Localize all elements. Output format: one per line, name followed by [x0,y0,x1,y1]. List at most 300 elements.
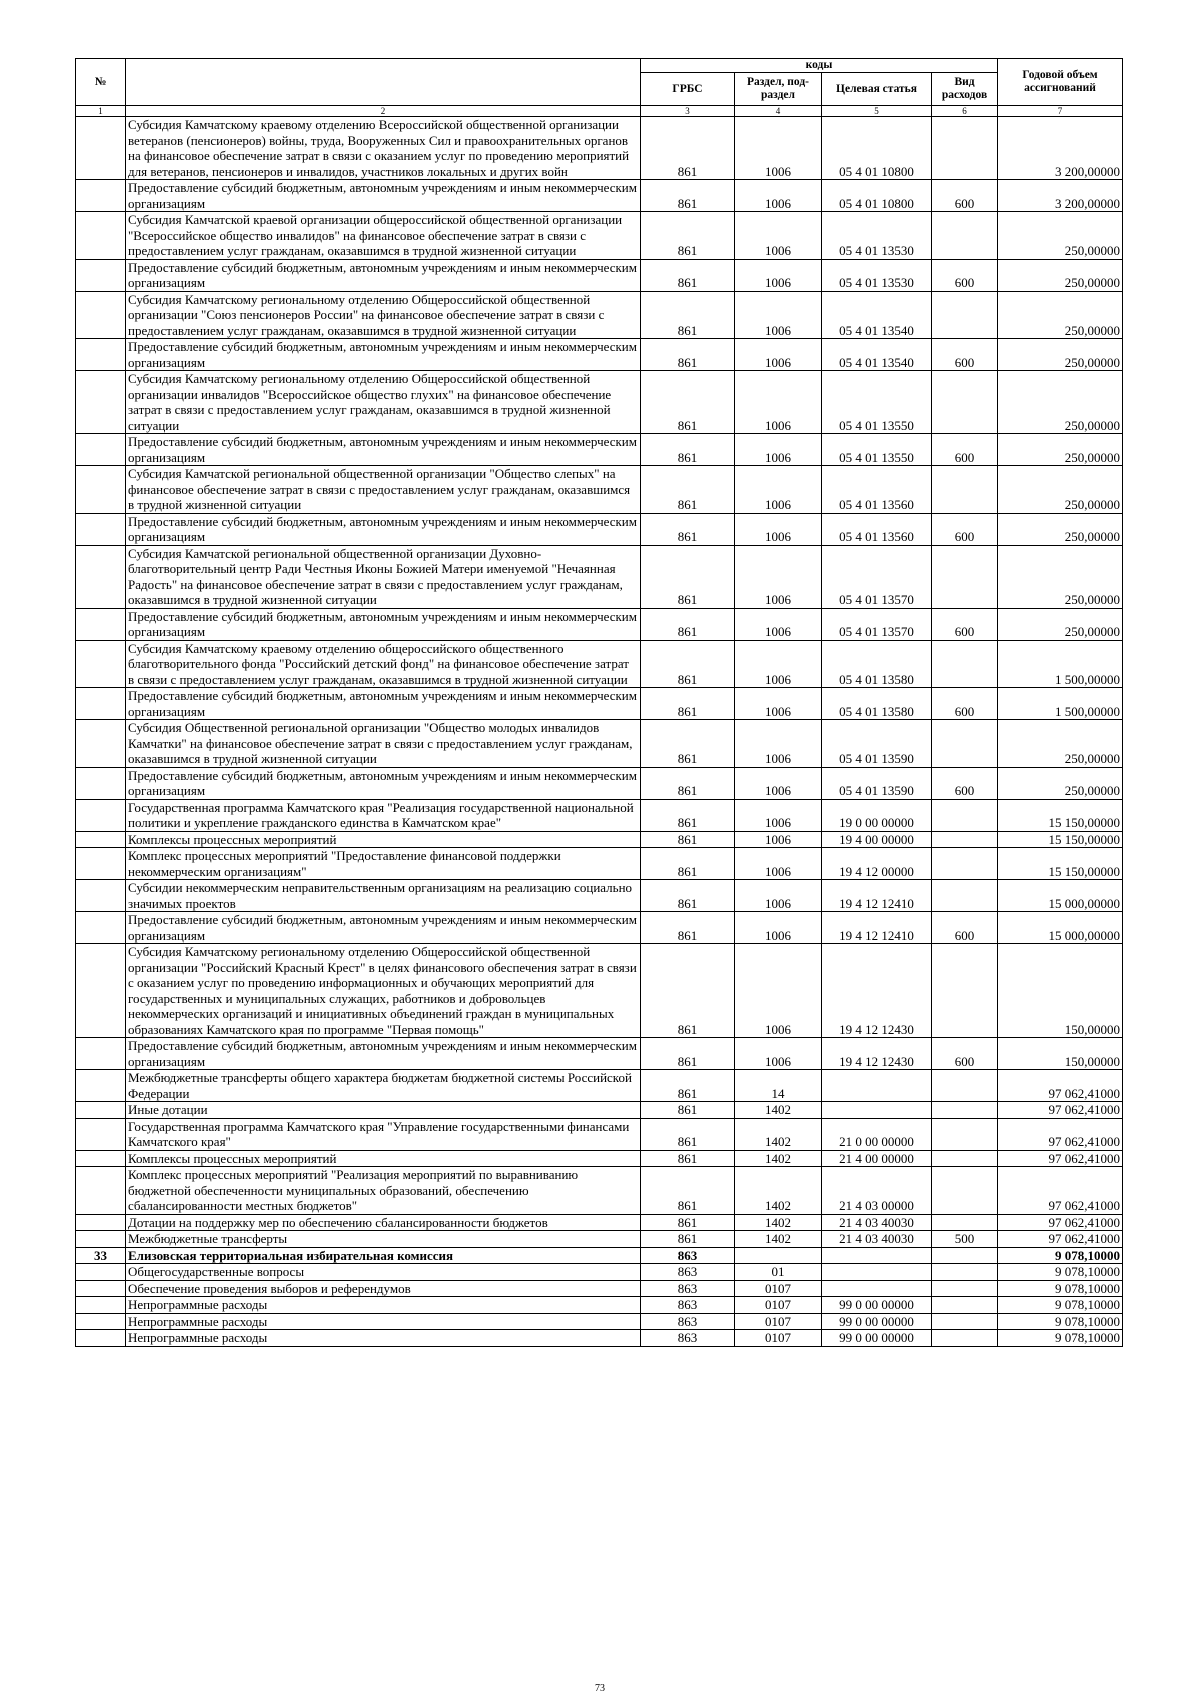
row-number-cell [76,944,126,1038]
row-number-cell [76,339,126,371]
row-target-cell: 05 4 01 13560 [822,513,932,545]
row-name-cell: Предоставление субсидий бюджетным, автономным учреждениям и иным некоммерческим организациям [126,180,641,212]
column-index: 2 [126,106,641,117]
row-target-cell: 99 0 00 00000 [822,1330,932,1347]
row-amount-cell: 250,00000 [998,513,1123,545]
row-grbs-cell: 861 [641,944,735,1038]
row-number-cell [76,1231,126,1248]
row-target-cell: 05 4 01 13550 [822,434,932,466]
row-name-cell: Предоставление субсидий бюджетным, автономным учреждениям и иным некоммерческим организациям [126,434,641,466]
row-section-cell: 1006 [735,880,822,912]
row-kind-cell [932,1247,998,1264]
row-grbs-cell: 861 [641,720,735,768]
row-section-cell: 1006 [735,339,822,371]
row-target-cell: 05 4 01 13560 [822,466,932,514]
row-grbs-cell: 861 [641,799,735,831]
table-row [76,1313,1123,1330]
table-row [76,212,1123,260]
row-amount-cell: 250,00000 [998,371,1123,434]
row-name-cell: Межбюджетные трансферты [126,1231,641,1248]
table-row [76,434,1123,466]
table-row [76,1231,1123,1248]
column-index: 4 [735,106,822,117]
row-section-cell: 01 [735,1264,822,1281]
row-amount-cell: 15 150,00000 [998,831,1123,848]
table-row [76,640,1123,688]
row-target-cell: 05 4 01 13540 [822,291,932,339]
table-body [76,117,1123,1347]
row-grbs-cell: 863 [641,1330,735,1347]
row-name-cell: Государственная программа Камчатского края "Управление государственными финансами Камчатского края" [126,1118,641,1150]
table-row [76,1247,1123,1264]
row-target-cell: 21 4 03 40030 [822,1231,932,1248]
row-amount-cell: 15 000,00000 [998,912,1123,944]
table-row [76,1038,1123,1070]
row-target-cell: 19 4 12 12410 [822,880,932,912]
header-grbs: ГРБС [641,73,735,106]
row-section-cell: 0107 [735,1280,822,1297]
row-grbs-cell: 861 [641,259,735,291]
row-section-cell: 14 [735,1070,822,1102]
row-number-cell [76,767,126,799]
row-grbs-cell: 861 [641,339,735,371]
row-number-cell [76,1070,126,1102]
table-row [76,1118,1123,1150]
row-target-cell: 19 4 12 12430 [822,944,932,1038]
row-amount-cell: 15 150,00000 [998,799,1123,831]
row-section-cell: 1402 [735,1118,822,1150]
row-number-cell [76,799,126,831]
row-name-cell: Предоставление субсидий бюджетным, автономным учреждениям и иным некоммерческим организациям [126,513,641,545]
row-target-cell: 05 4 01 13570 [822,608,932,640]
row-amount-cell: 150,00000 [998,1038,1123,1070]
table-row [76,339,1123,371]
row-section-cell: 1402 [735,1231,822,1248]
row-section-cell: 1006 [735,767,822,799]
row-amount-cell: 9 078,10000 [998,1280,1123,1297]
row-number-cell [76,1280,126,1297]
row-kind-cell: 600 [932,513,998,545]
row-number-cell [76,513,126,545]
row-target-cell: 99 0 00 00000 [822,1297,932,1314]
row-grbs-cell: 861 [641,1214,735,1231]
row-kind-cell: 600 [932,434,998,466]
table-row [76,1280,1123,1297]
row-number-cell [76,371,126,434]
table-row [76,848,1123,880]
row-name-cell: Предоставление субсидий бюджетным, автономным учреждениям и иным некоммерческим организациям [126,912,641,944]
row-target-cell [822,1102,932,1119]
row-number-cell [76,1264,126,1281]
column-index: 1 [76,106,126,117]
row-name-cell: Государственная программа Камчатского края "Реализация государственной национальной политики и укрепление гражданского единства в Камчатском крае" [126,799,641,831]
row-section-cell: 1006 [735,640,822,688]
row-target-cell: 05 4 01 13550 [822,371,932,434]
table-row [76,1330,1123,1347]
row-name-cell: Предоставление субсидий бюджетным, автономным учреждениям и иным некоммерческим организациям [126,767,641,799]
row-grbs-cell: 861 [641,688,735,720]
row-grbs-cell: 863 [641,1264,735,1281]
row-kind-cell [932,1214,998,1231]
row-target-cell: 21 0 00 00000 [822,1118,932,1150]
row-amount-cell: 97 062,41000 [998,1167,1123,1215]
row-name-cell: Непрограммные расходы [126,1330,641,1347]
row-section-cell: 1006 [735,848,822,880]
row-target-cell [822,1280,932,1297]
row-name-cell: Комплекс процессных мероприятий "Реализация мероприятий по выравниванию бюджетной обеспеченности муниципальных образований, обеспечению сбалансированности местных бюджетов" [126,1167,641,1215]
row-kind-cell [932,1264,998,1281]
row-amount-cell: 97 062,41000 [998,1102,1123,1119]
row-kind-cell [932,640,998,688]
row-number-cell [76,117,126,180]
row-amount-cell: 97 062,41000 [998,1118,1123,1150]
row-amount-cell: 250,00000 [998,339,1123,371]
row-target-cell: 21 4 03 40030 [822,1214,932,1231]
row-section-cell: 1402 [735,1102,822,1119]
row-target-cell [822,1247,932,1264]
row-amount-cell: 250,00000 [998,720,1123,768]
row-grbs-cell: 861 [641,640,735,688]
row-kind-cell: 600 [932,1038,998,1070]
row-section-cell: 1006 [735,180,822,212]
row-grbs-cell: 861 [641,434,735,466]
row-name-cell: Дотации на поддержку мер по обеспечению сбалансированности бюджетов [126,1214,641,1231]
row-amount-cell: 97 062,41000 [998,1214,1123,1231]
row-section-cell: 1006 [735,117,822,180]
row-grbs-cell: 861 [641,371,735,434]
column-index: 5 [822,106,932,117]
row-number-cell [76,180,126,212]
row-section-cell: 1006 [735,608,822,640]
row-grbs-cell: 861 [641,1102,735,1119]
row-name-cell: Обеспечение проведения выборов и референдумов [126,1280,641,1297]
row-section-cell: 1006 [735,259,822,291]
row-grbs-cell: 861 [641,1231,735,1248]
row-number-cell [76,831,126,848]
row-grbs-cell: 861 [641,1070,735,1102]
row-target-cell: 21 4 03 00000 [822,1167,932,1215]
row-name-cell: Субсидия Камчатской региональной общественной организации "Общество слепых" на финансовое обеспечение затрат в связи с предоставлением услуг гражданам, оказавшимся в трудной жизненной ситуации [126,466,641,514]
row-kind-cell [932,466,998,514]
row-amount-cell: 9 078,10000 [998,1313,1123,1330]
row-grbs-cell: 861 [641,117,735,180]
row-kind-cell [932,1167,998,1215]
row-amount-cell: 97 062,41000 [998,1150,1123,1167]
row-section-cell: 1006 [735,513,822,545]
row-kind-cell [932,720,998,768]
row-grbs-cell: 863 [641,1313,735,1330]
row-target-cell: 05 4 01 13590 [822,767,932,799]
header-codes: коды [641,59,998,73]
table-row [76,1070,1123,1102]
row-number-cell [76,1297,126,1314]
row-kind-cell [932,848,998,880]
row-kind-cell [932,1313,998,1330]
row-grbs-cell: 861 [641,545,735,608]
row-kind-cell [932,799,998,831]
row-name-cell: Елизовская территориальная избирательная комиссия [126,1247,641,1264]
row-amount-cell: 250,00000 [998,466,1123,514]
row-grbs-cell: 861 [641,180,735,212]
row-amount-cell: 97 062,41000 [998,1070,1123,1102]
row-name-cell: Комплекс процессных мероприятий "Предоставление финансовой поддержки некоммерческим организациям" [126,848,641,880]
row-amount-cell: 9 078,10000 [998,1297,1123,1314]
table-row [76,291,1123,339]
row-section-cell [735,1247,822,1264]
row-grbs-cell: 861 [641,1038,735,1070]
row-number-cell [76,688,126,720]
row-name-cell: Предоставление субсидий бюджетным, автономным учреждениям и иным некоммерческим организациям [126,339,641,371]
row-section-cell: 1006 [735,944,822,1038]
row-section-cell: 1006 [735,371,822,434]
table-row [76,1297,1123,1314]
row-kind-cell [932,1150,998,1167]
row-target-cell: 05 4 01 13580 [822,688,932,720]
row-number-cell [76,545,126,608]
row-kind-cell: 600 [932,767,998,799]
row-name-cell: Общегосударственные вопросы [126,1264,641,1281]
table-row [76,1167,1123,1215]
row-name-cell: Субсидия Камчатскому краевому отделению общероссийского общественного благотворительного фонда "Российский детский фонд" на финансовое обеспечение затрат в связи с предоставлением услуг гражданам, оказавшимся в трудной жизненной ситуации [126,640,641,688]
row-section-cell: 1006 [735,545,822,608]
row-section-cell: 1006 [735,912,822,944]
row-target-cell [822,1264,932,1281]
table-row [76,912,1123,944]
row-kind-cell [932,212,998,260]
row-grbs-cell: 861 [641,1167,735,1215]
row-number-cell [76,720,126,768]
row-name-cell: Непрограммные расходы [126,1297,641,1314]
row-number-cell [76,848,126,880]
row-number-cell [76,912,126,944]
page-number: 73 [595,1683,605,1694]
row-kind-cell [932,291,998,339]
row-target-cell: 19 4 12 00000 [822,848,932,880]
row-number-cell [76,1102,126,1119]
row-grbs-cell: 861 [641,1150,735,1167]
row-section-cell: 1006 [735,831,822,848]
table-row [76,117,1123,180]
row-kind-cell [932,944,998,1038]
row-name-cell: Субсидия Камчатскому региональному отделению Общероссийской общественной организации "Союз пенсионеров России" на финансовое обеспечение затрат в связи с предоставлением услуг гражданам, оказавшимся в трудной жизненной ситуации [126,291,641,339]
row-target-cell: 05 4 01 13590 [822,720,932,768]
row-target-cell: 19 4 12 12430 [822,1038,932,1070]
row-target-cell: 19 4 00 00000 [822,831,932,848]
row-target-cell: 05 4 01 10800 [822,117,932,180]
row-amount-cell: 15 000,00000 [998,880,1123,912]
row-number-cell [76,212,126,260]
row-name-cell: Предоставление субсидий бюджетным, автономным учреждениям и иным некоммерческим организациям [126,608,641,640]
row-name-cell: Субсидия Камчатской краевой организации общероссийской общественной организации "Всероссийское общество инвалидов" на финансовое обеспечение затрат в связи с предоставлением услуг гражданам, оказавшимся в трудной жизненной ситуации [126,212,641,260]
row-number-cell [76,640,126,688]
row-section-cell: 1006 [735,466,822,514]
row-amount-cell: 9 078,10000 [998,1264,1123,1281]
row-section-cell: 1402 [735,1150,822,1167]
row-section-cell: 0107 [735,1297,822,1314]
header-target: Целевая статья [822,73,932,106]
table-row [76,513,1123,545]
row-grbs-cell: 861 [641,291,735,339]
row-grbs-cell: 861 [641,212,735,260]
row-target-cell [822,1070,932,1102]
row-kind-cell: 500 [932,1231,998,1248]
row-grbs-cell: 861 [641,880,735,912]
row-target-cell: 05 4 01 13580 [822,640,932,688]
row-amount-cell: 15 150,00000 [998,848,1123,880]
row-target-cell: 99 0 00 00000 [822,1313,932,1330]
row-grbs-cell: 861 [641,513,735,545]
row-kind-cell: 600 [932,608,998,640]
row-amount-cell: 97 062,41000 [998,1231,1123,1248]
row-grbs-cell: 861 [641,831,735,848]
row-number-cell [76,1167,126,1215]
table-row [76,371,1123,434]
row-section-cell: 1006 [735,1038,822,1070]
row-number-cell [76,1118,126,1150]
row-kind-cell [932,831,998,848]
table-row [76,688,1123,720]
row-section-cell: 1402 [735,1214,822,1231]
table-row [76,180,1123,212]
budget-table [75,58,1123,1347]
row-number-cell [76,1330,126,1347]
row-amount-cell: 250,00000 [998,212,1123,260]
row-number-cell [76,291,126,339]
header-name [126,59,641,106]
row-kind-cell [932,1102,998,1119]
row-name-cell: Непрограммные расходы [126,1313,641,1330]
row-target-cell: 05 4 01 10800 [822,180,932,212]
table-row [76,1150,1123,1167]
row-kind-cell: 600 [932,180,998,212]
row-amount-cell: 250,00000 [998,608,1123,640]
row-section-cell: 0107 [735,1313,822,1330]
row-amount-cell: 3 200,00000 [998,117,1123,180]
row-kind-cell [932,1280,998,1297]
row-name-cell: Иные дотации [126,1102,641,1119]
table-row [76,799,1123,831]
row-grbs-cell: 861 [641,848,735,880]
row-grbs-cell: 861 [641,767,735,799]
row-section-cell: 1006 [735,212,822,260]
row-name-cell: Межбюджетные трансферты общего характера бюджетам бюджетной системы Российской Федерации [126,1070,641,1102]
row-grbs-cell: 863 [641,1280,735,1297]
row-section-cell: 1402 [735,1167,822,1215]
header-num: № [76,59,126,106]
row-section-cell: 1006 [735,688,822,720]
row-section-cell: 1006 [735,291,822,339]
row-number-cell [76,259,126,291]
table-row [76,1264,1123,1281]
header-section: Раздел, под-раздел [735,73,822,106]
row-kind-cell: 600 [932,259,998,291]
table-row [76,720,1123,768]
row-grbs-cell: 861 [641,1118,735,1150]
row-number-cell: 33 [76,1247,126,1264]
row-name-cell: Субсидия Камчатскому краевому отделению Всероссийской общественной организации ветеранов (пенсионеров) войны, труда, Вооруженных Сил и правоохранительных органов на финансовое обеспечение затрат в связи с оказанием услуг по проведению мероприятий для ветеранов, пенсионеров и инвалидов, участников локальных и других войн [126,117,641,180]
budget-table-sheet [75,58,1122,1347]
row-target-cell: 05 4 01 13530 [822,259,932,291]
table-row [76,259,1123,291]
row-name-cell: Предоставление субсидий бюджетным, автономным учреждениям и иным некоммерческим организациям [126,688,641,720]
column-index: 7 [998,106,1123,117]
row-name-cell: Субсидия Камчатскому региональному отделению Общероссийской общественной организации "Российский Красный Крест" в целях финансового обеспечения затрат в связи с оказанием услуг по проведению информационных и обучающих мероприятий для государственных и муниципальных служащих, работников и добровольцев некоммерческих организаций и инициативных объединений граждан в муниципальных образованиях Камчатского края по программе "Первая помощь" [126,944,641,1038]
row-amount-cell: 250,00000 [998,767,1123,799]
table-row [76,1102,1123,1119]
row-kind-cell: 600 [932,912,998,944]
row-name-cell: Комплексы процессных мероприятий [126,831,641,848]
row-number-cell [76,1214,126,1231]
row-number-cell [76,1313,126,1330]
row-number-cell [76,434,126,466]
row-kind-cell [932,880,998,912]
row-amount-cell: 250,00000 [998,259,1123,291]
row-kind-cell: 600 [932,339,998,371]
row-amount-cell: 3 200,00000 [998,180,1123,212]
row-name-cell: Предоставление субсидий бюджетным, автономным учреждениям и иным некоммерческим организациям [126,259,641,291]
row-amount-cell: 9 078,10000 [998,1247,1123,1264]
column-index: 6 [932,106,998,117]
row-grbs-cell: 863 [641,1297,735,1314]
row-number-cell [76,1038,126,1070]
row-number-cell [76,466,126,514]
row-amount-cell: 150,00000 [998,944,1123,1038]
row-kind-cell [932,545,998,608]
row-target-cell: 05 4 01 13530 [822,212,932,260]
row-section-cell: 1006 [735,434,822,466]
table-header [76,59,1123,117]
row-grbs-cell: 861 [641,912,735,944]
row-section-cell: 0107 [735,1330,822,1347]
row-number-cell [76,880,126,912]
row-number-cell [76,608,126,640]
row-name-cell: Предоставление субсидий бюджетным, автономным учреждениям и иным некоммерческим организациям [126,1038,641,1070]
row-grbs-cell: 861 [641,466,735,514]
row-kind-cell [932,1297,998,1314]
row-name-cell: Комплексы процессных мероприятий [126,1150,641,1167]
table-row [76,944,1123,1038]
row-amount-cell: 250,00000 [998,545,1123,608]
row-kind-cell [932,1118,998,1150]
row-name-cell: Субсидия Камчатскому региональному отделению Общероссийской общественной организации инвалидов "Всероссийское общество глухих" на финансовое обеспечение затрат в связи с предоставлением услуг гражданам, оказавшимся в трудной жизненной ситуации [126,371,641,434]
row-target-cell: 05 4 01 13540 [822,339,932,371]
row-target-cell: 05 4 01 13570 [822,545,932,608]
row-amount-cell: 1 500,00000 [998,640,1123,688]
column-index: 3 [641,106,735,117]
row-section-cell: 1006 [735,720,822,768]
row-name-cell: Субсидии некоммерческим неправительственным организациям на реализацию социально значимых проектов [126,880,641,912]
row-kind-cell [932,1070,998,1102]
table-row [76,466,1123,514]
row-kind-cell [932,1330,998,1347]
table-row [76,608,1123,640]
table-row [76,880,1123,912]
table-row [76,767,1123,799]
row-kind-cell [932,371,998,434]
row-name-cell: Субсидия Камчатской региональной общественной организации Духовно-благотворительный центр Ради Честныя Иконы Божией Матери именуемой "Нечаянная Радость" на финансовое обеспечение затрат в связи с предоставлением услуг гражданам, оказавшимся в трудной жизненной ситуации [126,545,641,608]
table-row [76,545,1123,608]
header-kind: Вид расходов [932,73,998,106]
row-target-cell: 21 4 00 00000 [822,1150,932,1167]
row-amount-cell: 9 078,10000 [998,1330,1123,1347]
row-number-cell [76,1150,126,1167]
row-kind-cell [932,117,998,180]
row-amount-cell: 250,00000 [998,434,1123,466]
row-amount-cell: 1 500,00000 [998,688,1123,720]
row-grbs-cell: 863 [641,1247,735,1264]
row-target-cell: 19 0 00 00000 [822,799,932,831]
row-amount-cell: 250,00000 [998,291,1123,339]
